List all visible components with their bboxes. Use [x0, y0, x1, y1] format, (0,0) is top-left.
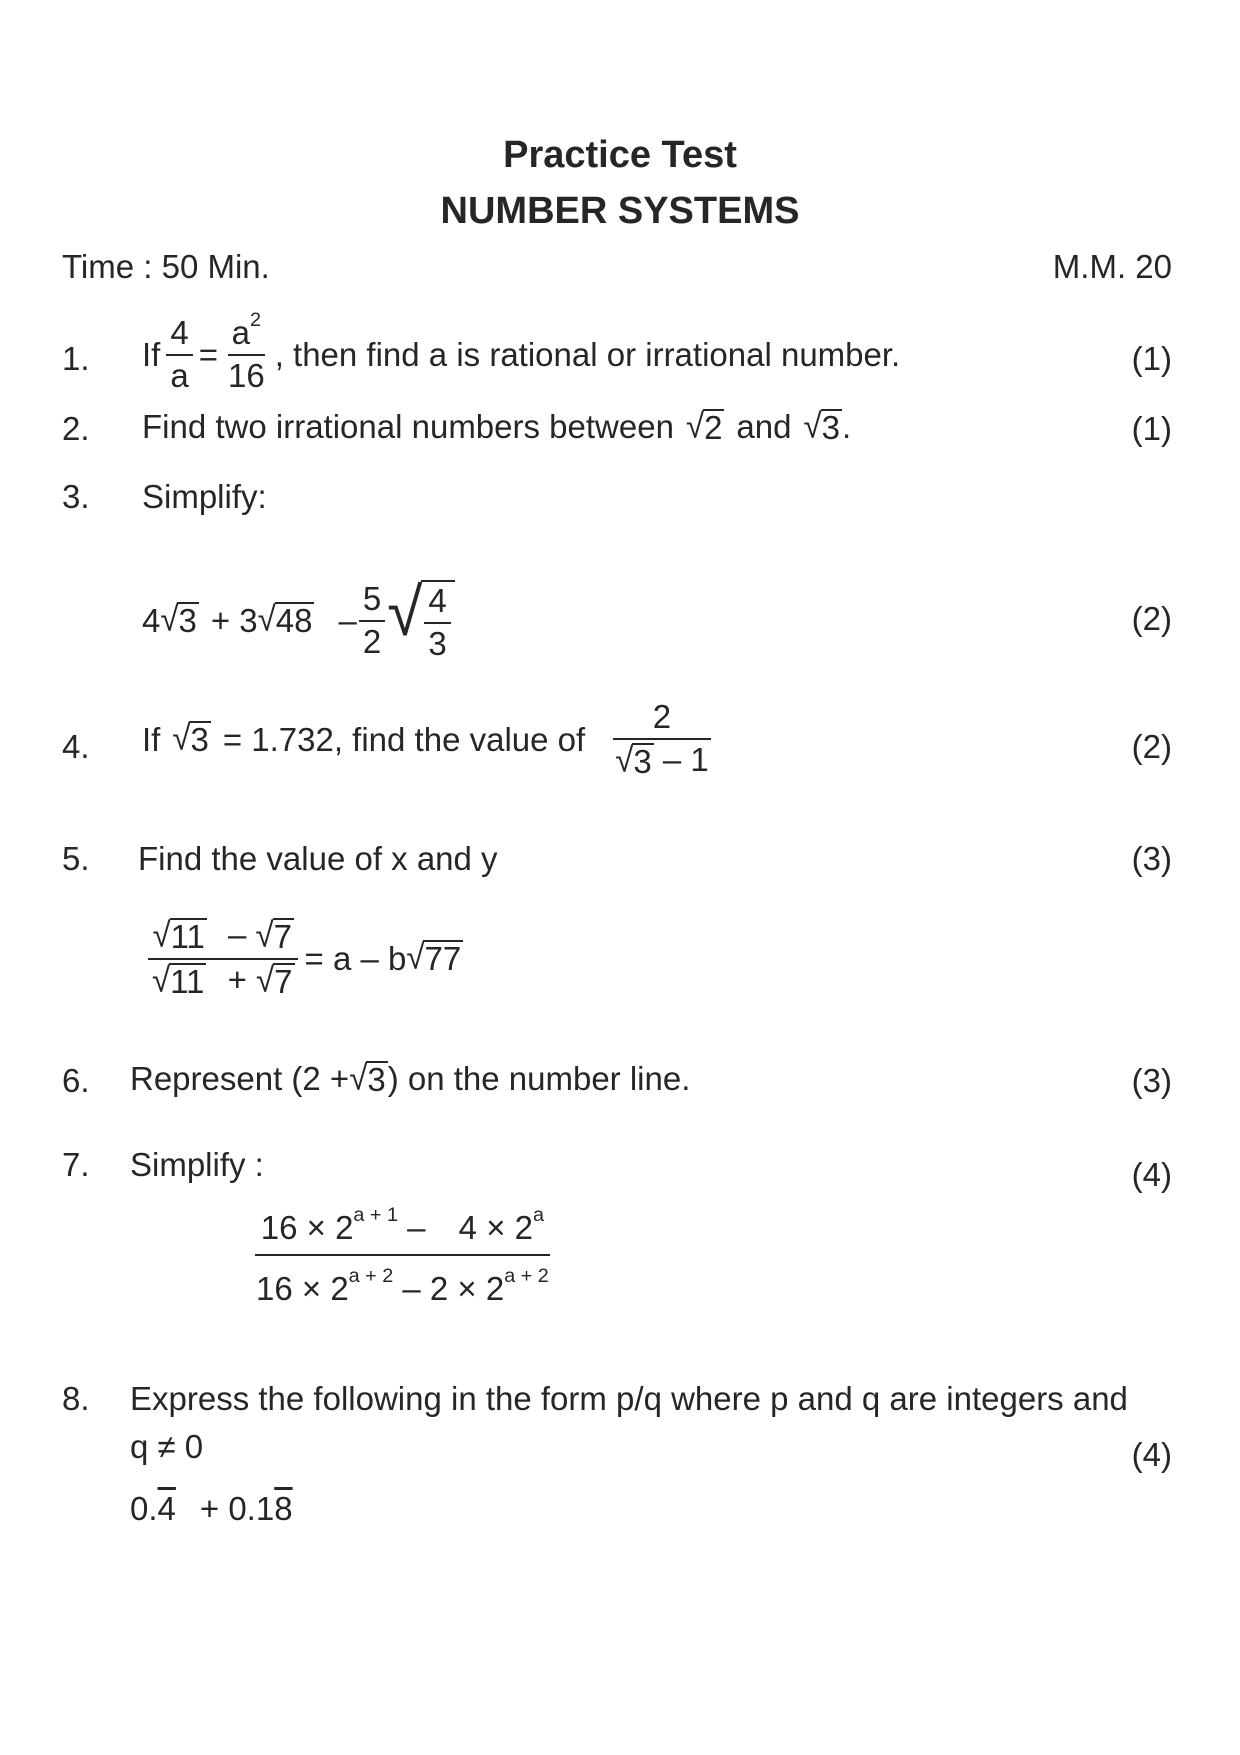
q5-text: Find the value of x and y — [138, 840, 498, 877]
sqrt-3: √ 3 — [172, 718, 209, 759]
test-title: Practice Test — [503, 134, 737, 176]
q2-and: and — [736, 408, 792, 445]
sqrt-3: √ 3 — [349, 1057, 386, 1098]
q1-fraction-left — [166, 316, 192, 393]
q8-expression: 0.4 + 0.18 — [130, 1490, 293, 1527]
q3-fraction: $\frac{5}{2}$ — [359, 582, 385, 659]
question-number: 7. — [62, 1146, 90, 1183]
question-2-text: Find two irrational numbers between √ 2 and √ 3 . — [142, 405, 852, 446]
question-marks: (1) — [1131, 340, 1172, 377]
sqrt-3: √ 3 — [160, 599, 197, 640]
max-marks-label: M.M. 20 — [1052, 248, 1172, 285]
question-number: 5. — [62, 840, 90, 877]
question-marks: (4) — [1131, 1156, 1172, 1193]
test-subtitle: NUMBER SYSTEMS — [440, 190, 800, 232]
question-number: 6. — [62, 1062, 90, 1099]
question-marks: (2) — [1131, 728, 1172, 765]
question-marks: (3) — [1131, 1062, 1172, 1099]
q7-expression — [250, 1205, 555, 1306]
q1-frac2-den: 16 — [227, 356, 265, 394]
sqrt-3: √ 3 — [803, 405, 840, 446]
q3-text: Simplify: — [142, 478, 267, 515]
q7-fraction: $\frac{16 \times 2^{a + 1} - 4 \times 2^a}{16 \times 2^{a + 2} - 2 \times 2^{a + 2}}$ — [256, 1204, 549, 1307]
q5-fraction: √ 11 – √ 7 √ 11 + √ 7 — [148, 918, 299, 999]
time-label: Time : 50 Min. — [62, 248, 270, 285]
q8-text: Express the following in the form p/q where p and q are integers and — [130, 1380, 1128, 1417]
question-marks: (3) — [1131, 840, 1172, 877]
question-4-text: If √ 3 = 1.732, find the value of 2 √ 3 – 1 — [142, 700, 719, 779]
q1-frac2-num: a — [231, 314, 251, 351]
question-marks: (2) — [1131, 600, 1172, 637]
q8-condition: q ≠ 0 — [130, 1428, 204, 1465]
question-number: 8. — [62, 1380, 90, 1417]
q1-text: , then find a is rational or irrational number. — [274, 335, 901, 373]
sqrt-48: √ 48 — [257, 599, 313, 640]
sqrt-2: √ 2 — [685, 405, 723, 446]
q1-equals: = — [198, 335, 218, 373]
q1-if: If — [142, 335, 161, 373]
question-1-text — [142, 309, 901, 394]
question-marks: (1) — [1131, 410, 1172, 447]
sqrt-fraction: √ $\frac{4}{3}$ — [387, 580, 454, 661]
q3-expression: 4 √ 3 + 3 √ 48 – $\frac{5}{2}$ √ $\frac{4}{3}$ — [142, 580, 455, 661]
sqrt-77: √ 77 — [406, 937, 462, 978]
q5-equation: √ 11 – √ 7 √ 11 + √ 7 = a – b √ 77 — [142, 918, 463, 999]
q4-fraction: 2 √ 3 – 1 — [611, 700, 713, 779]
question-number: 4. — [62, 728, 90, 765]
question-6-text: Represent (2 + √ 3 ) on the number line. — [130, 1057, 691, 1098]
q7-text: Simplify : — [130, 1146, 264, 1183]
question-number: 1. — [62, 340, 90, 377]
q1-frac2-exp: 2 — [250, 309, 262, 332]
question-number: 3. — [62, 478, 90, 515]
question-number: 2. — [62, 410, 90, 447]
q1-frac-num: 4 — [166, 316, 192, 356]
question-marks: (4) — [1131, 1436, 1172, 1473]
q2-text: Find two irrational numbers between — [142, 408, 674, 445]
q1-frac-den: a — [170, 356, 189, 394]
q1-fraction-right — [224, 309, 269, 394]
